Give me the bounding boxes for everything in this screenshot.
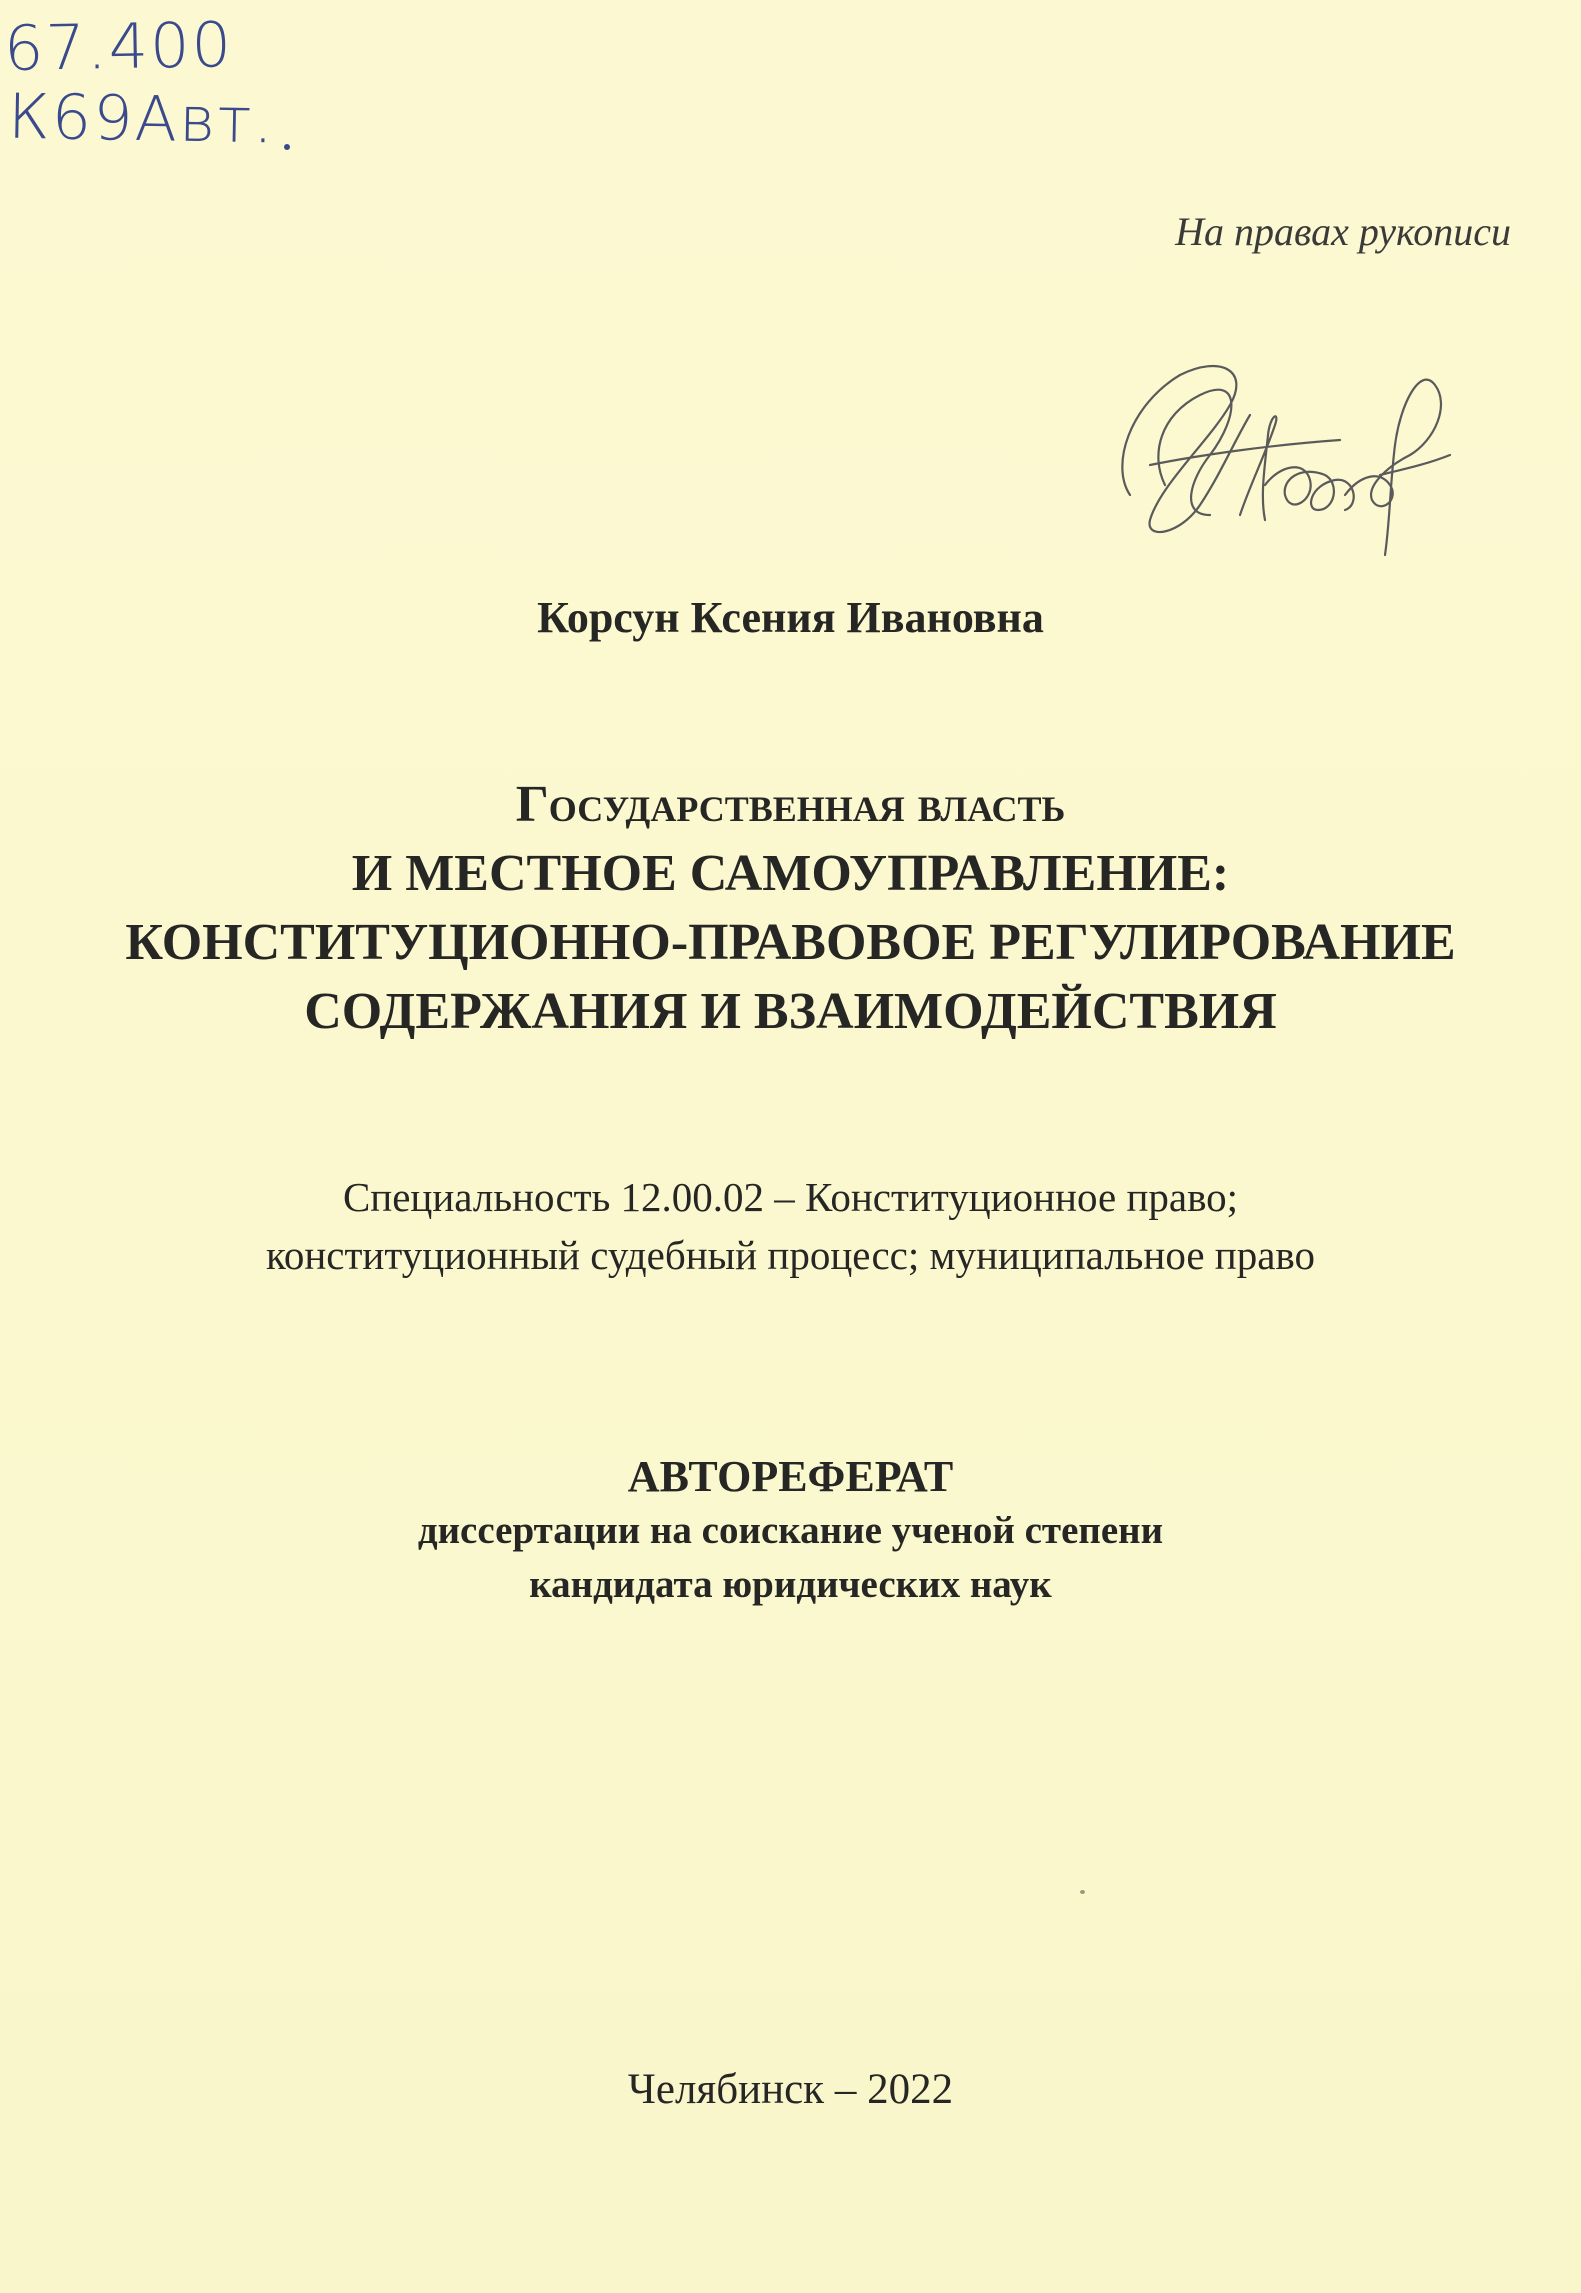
rights-note: На правах рукописи [1175, 209, 1511, 254]
dissertation-title [0, 770, 1581, 1046]
specialty-line: Специальность 12.00.02 – Конституционное право; [342, 1174, 1239, 1220]
abstract-block [0, 1450, 1581, 1612]
specialty-block [0, 1168, 1581, 1284]
specialty-line: конституционный судебный процесс; муниципальное право [265, 1232, 1315, 1278]
handwritten-dot [280, 140, 294, 154]
author-name: Корсун Ксения Ивановна [537, 593, 1044, 642]
abstract-line: диссертации на соискание ученой степени [417, 1509, 1164, 1552]
abstract-line: кандидата юридических наук [529, 1563, 1052, 1606]
title-line: Государственная власть [515, 776, 1066, 833]
paper-speck [1080, 1890, 1085, 1894]
shelf-code-handwritten: К69Авт. [7, 79, 276, 158]
abstract-heading: АВТОРЕФЕРАТ [627, 1452, 954, 1501]
city-year: Челябинск – 2022 [627, 2066, 954, 2113]
title-line: СОДЕРЖАНИЯ И ВЗАИМОДЕЙСТВИЯ [304, 983, 1277, 1040]
signature-icon [1090, 345, 1490, 575]
catalog-number-handwritten: 67.400 [3, 8, 234, 85]
title-line: И МЕСТНОЕ САМОУПРАВЛЕНИЕ: [351, 845, 1230, 902]
title-line: КОНСТИТУЦИОННО-ПРАВОВОЕ РЕГУЛИРОВАНИЕ [125, 914, 1456, 971]
